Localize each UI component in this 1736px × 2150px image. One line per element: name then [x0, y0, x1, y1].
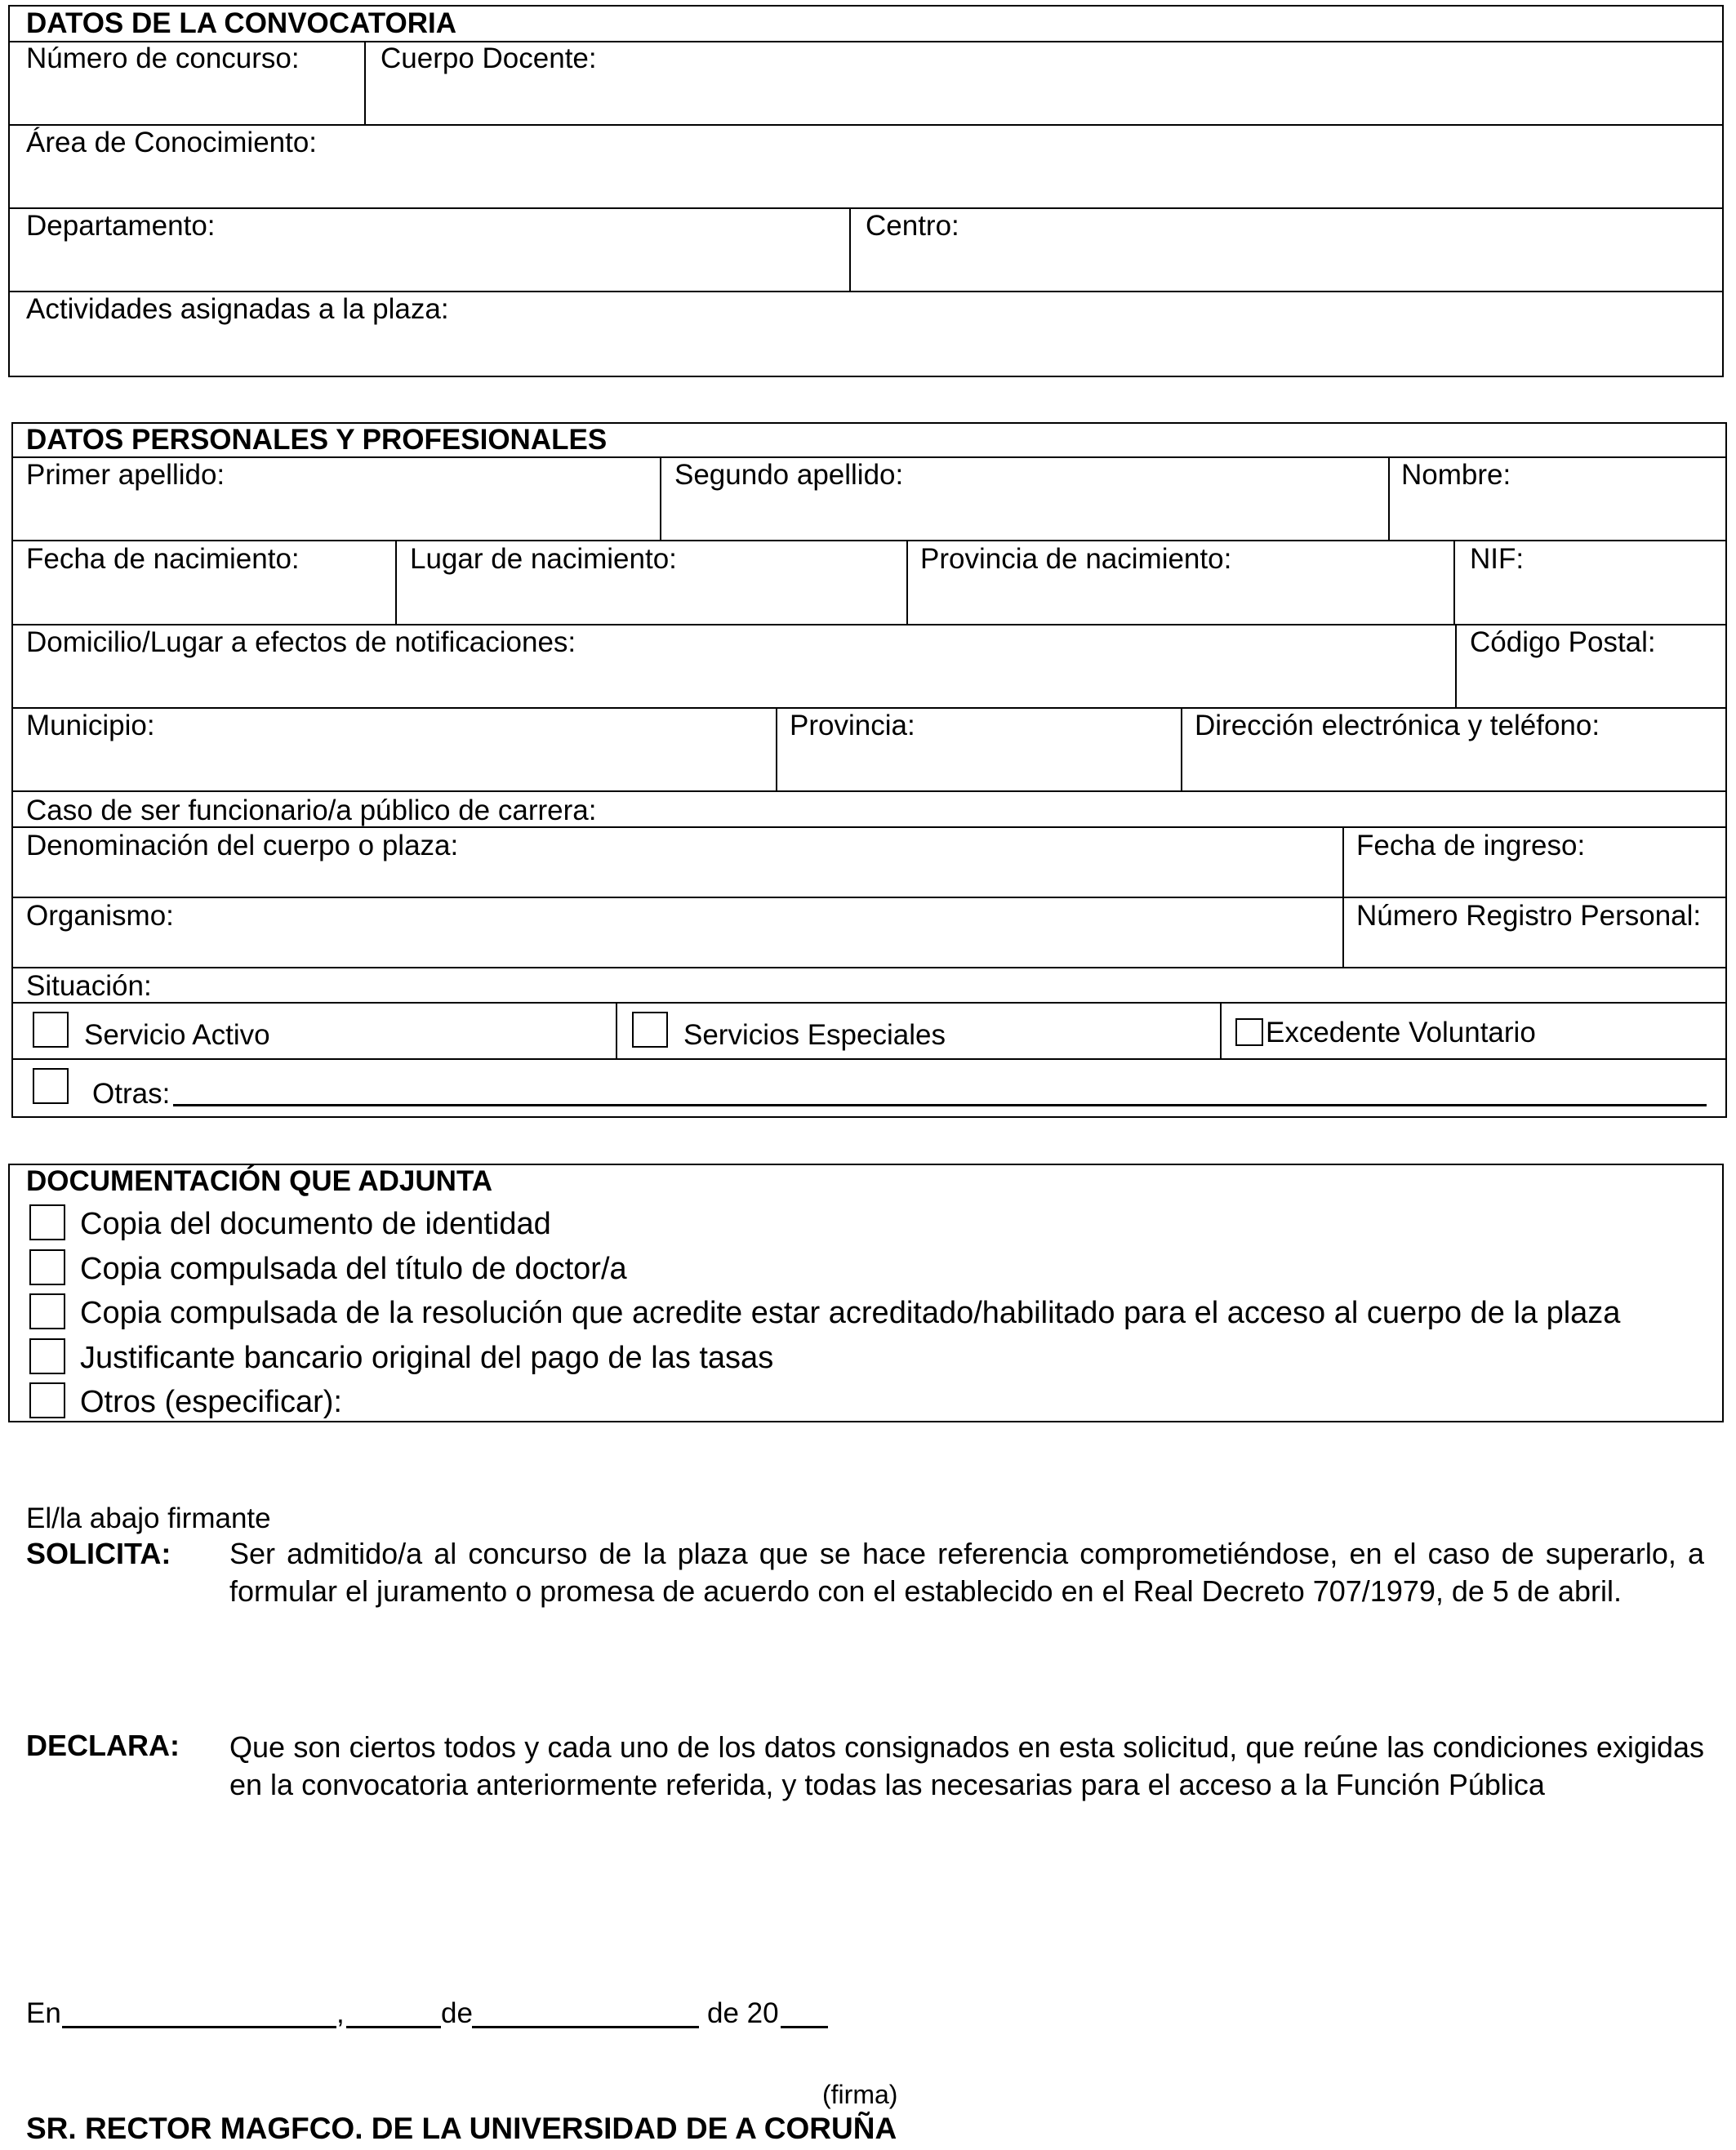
provincia-nacimiento-label: Provincia de nacimiento: — [920, 543, 1232, 575]
servicios-especiales-checkbox[interactable] — [632, 1012, 668, 1048]
fecha-nacimiento-label: Fecha de nacimiento: — [26, 543, 300, 575]
doc-item-otros: Otros (especificar): — [80, 1385, 342, 1419]
solicita-text: Ser admitido/a al concurso de la plaza que se hace referencia comprometiéndose, en el caso de superarlo, a formular el juramento o promesa de acuerdo con el establecido en el Real Decreto 707/1979, de 5 de abril. — [229, 1537, 1704, 1608]
direccion-label: Dirección electrónica y teléfono: — [1195, 710, 1600, 741]
de-20-label: de 20 — [707, 1997, 779, 2029]
doc-item-titulo: Copia compulsada del título de doctor/a — [80, 1252, 627, 1286]
rector-addressee: SR. RECTOR MAGFCO. DE LA UNIVERSIDAD DE A CORUÑA — [26, 2112, 897, 2145]
declara-text: Que son ciertos todos y cada uno de los datos consignados en esta solicitud, que reúne las condiciones exigidas en la convocatoria anteriormente referida, y todas las necesarias para el acceso a la Función Pública — [229, 1730, 1704, 1801]
firma-label: (firma) — [822, 2080, 898, 2109]
divider — [364, 41, 366, 124]
nif-label: NIF: — [1470, 543, 1525, 575]
segundo-apellido-label: Segundo apellido: — [674, 459, 904, 491]
actividades-label: Actividades asignadas a la plaza: — [26, 293, 449, 325]
divider — [8, 291, 1724, 292]
organismo-label: Organismo: — [26, 900, 174, 932]
year-input-line[interactable] — [781, 2026, 828, 2028]
divider — [849, 207, 851, 291]
divider — [11, 967, 1727, 968]
divider — [1220, 1002, 1222, 1058]
servicios-especiales-label: Servicios Especiales — [683, 1019, 946, 1051]
otras-input-line[interactable] — [173, 1104, 1707, 1106]
divider — [11, 1058, 1727, 1060]
divider — [906, 540, 908, 624]
numero-registro-label: Número Registro Personal: — [1356, 900, 1702, 932]
municipio-label: Municipio: — [26, 710, 155, 741]
declara-label: DECLARA: — [26, 1729, 180, 1762]
section-heading-convocatoria: DATOS DE LA CONVOCATORIA — [26, 7, 456, 39]
doc-checkbox-titulo[interactable] — [29, 1249, 65, 1285]
divider — [11, 624, 1727, 625]
divider — [616, 1002, 617, 1058]
doc-item-identidad: Copia del documento de identidad — [80, 1207, 551, 1241]
primer-apellido-label: Primer apellido: — [26, 459, 225, 491]
otras-label: Otras: — [92, 1078, 171, 1110]
excedente-voluntario-label: Excedente Voluntario — [1266, 1017, 1536, 1048]
divider — [11, 897, 1727, 898]
divider — [660, 456, 661, 540]
doc-checkbox-justificante[interactable] — [29, 1338, 65, 1374]
nombre-label: Nombre: — [1401, 459, 1511, 491]
en-label: En — [26, 1997, 61, 2029]
divider — [1455, 624, 1457, 707]
doc-item-resolucion: Copia compulsada de la resolución que acredite estar acreditado/habilitado para el acceso al cuerpo de la plaza — [80, 1296, 1621, 1330]
servicio-activo-checkbox[interactable] — [33, 1012, 69, 1048]
centro-label: Centro: — [866, 210, 959, 242]
section-heading-documentacion: DOCUMENTACIÓN QUE ADJUNTA — [26, 1165, 493, 1197]
doc-checkbox-resolucion[interactable] — [29, 1293, 65, 1329]
divider — [1342, 826, 1344, 967]
divider — [8, 124, 1724, 126]
solicita-label: SOLICITA: — [26, 1537, 171, 1570]
de-label: de — [441, 1997, 473, 2029]
divider — [11, 456, 1727, 458]
provincia-label: Provincia: — [790, 710, 915, 741]
divider — [11, 790, 1727, 792]
divider — [776, 707, 777, 790]
situacion-label: Situación: — [26, 970, 152, 1002]
domicilio-label: Domicilio/Lugar a efectos de notificaciones: — [26, 626, 576, 658]
divider — [1388, 456, 1390, 540]
doc-checkbox-otros[interactable] — [29, 1382, 65, 1418]
fecha-ingreso-label: Fecha de ingreso: — [1356, 830, 1586, 861]
doc-checkbox-identidad[interactable] — [29, 1204, 65, 1240]
comma-text: , — [336, 1997, 345, 2029]
day-input-line[interactable] — [346, 2026, 441, 2028]
doc-item-justificante: Justificante bancario original del pago de las tasas — [80, 1341, 774, 1375]
lugar-nacimiento-label: Lugar de nacimiento: — [410, 543, 677, 575]
divider — [11, 1002, 1727, 1004]
numero-concurso-label: Número de concurso: — [26, 42, 300, 74]
divider — [8, 207, 1724, 209]
cuerpo-docente-label: Cuerpo Docente: — [381, 42, 597, 74]
month-input-line[interactable] — [472, 2026, 699, 2028]
divider — [1181, 707, 1182, 790]
divider — [1453, 540, 1455, 624]
area-conocimiento-label: Área de Conocimiento: — [26, 127, 318, 158]
otras-checkbox[interactable] — [33, 1068, 69, 1104]
section-heading-personales: DATOS PERSONALES Y PROFESIONALES — [26, 424, 608, 456]
codigo-postal-label: Código Postal: — [1470, 626, 1656, 658]
caso-funcionario-label: Caso de ser funcionario/a público de carrera: — [26, 795, 597, 826]
place-input-line[interactable] — [62, 2026, 336, 2028]
departamento-label: Departamento: — [26, 210, 216, 242]
servicio-activo-label: Servicio Activo — [84, 1019, 270, 1051]
personales-section — [11, 422, 1727, 1118]
excedente-voluntario-checkbox[interactable] — [1235, 1018, 1263, 1046]
divider — [11, 540, 1727, 541]
firmante-text: El/la abajo firmante — [26, 1502, 271, 1534]
divider — [395, 540, 397, 624]
denominacion-label: Denominación del cuerpo o plaza: — [26, 830, 459, 861]
divider — [11, 707, 1727, 709]
